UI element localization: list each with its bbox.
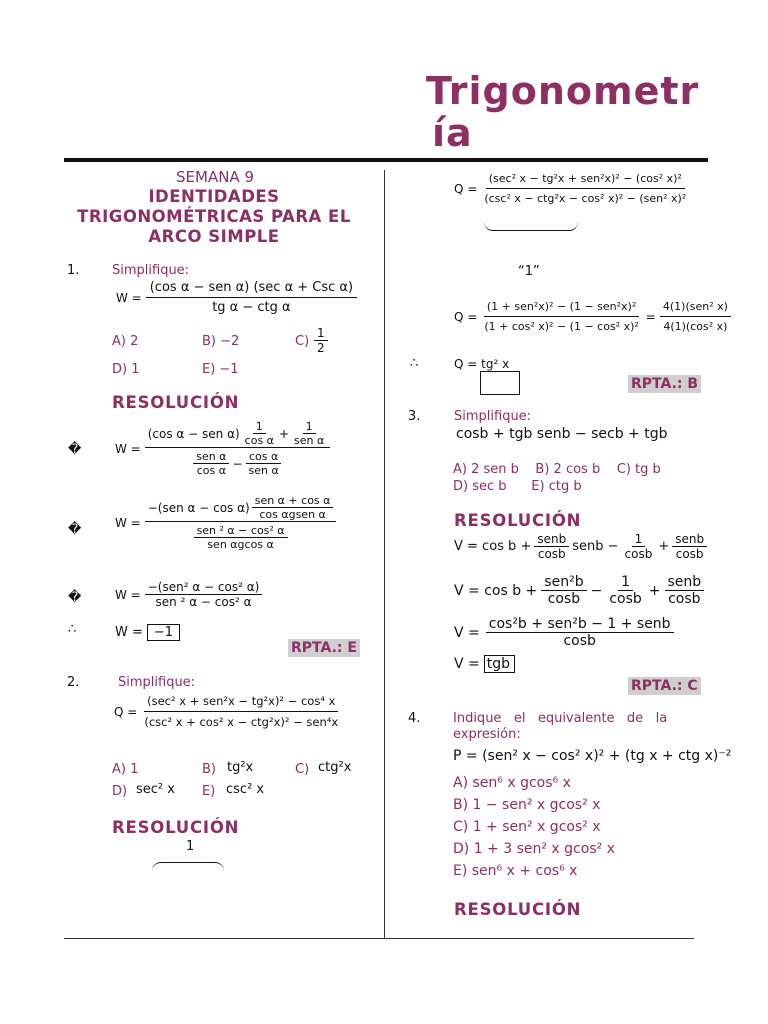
- qm-denominator: (1 + cos² x)² − (1 − cos² x)²: [484, 320, 639, 333]
- p4-option-a: A) sen⁶ x gcos⁶ x: [453, 775, 571, 791]
- p2-answer-badge: RPTA.: B: [628, 375, 701, 393]
- p3-s1-v: V = cos b +: [454, 539, 532, 554]
- p3-s1-d2: cosb: [624, 547, 653, 561]
- p1-resolucion-heading: RESOLUCIÓN: [112, 393, 240, 412]
- p1-s2-factor: −(sen α − cos α): [147, 500, 250, 515]
- p3-s2-d2: cosb: [609, 591, 642, 607]
- page-title-line-1: Trigonometr: [426, 69, 700, 113]
- p3-s2-n1: sen²b: [541, 574, 586, 591]
- heading-line-2: TRIGONOMÉTRICAS PARA EL: [77, 207, 351, 226]
- p2-numerator: (sec² x + sen²x − tg²x)² − cos⁴ x: [144, 694, 338, 712]
- p4-option-e: E) sen⁶ x + cos⁶ x: [453, 863, 578, 879]
- p3-s1-n2: 1: [632, 532, 646, 547]
- p1-s2-bd: sen αgcos α: [207, 538, 274, 551]
- problem-2-prompt: Simplifique:: [118, 675, 196, 690]
- problem-4-number: 4.: [408, 711, 421, 726]
- p1-s1-plus: +: [278, 426, 289, 441]
- page-title-line-2: ía: [432, 111, 473, 155]
- qm-right-denominator: 4(1)(cos² x): [663, 320, 728, 333]
- p1-option-c: C): [295, 334, 310, 349]
- bullet-icon: �: [68, 442, 82, 457]
- p1-s1-f1n: 1: [253, 420, 266, 434]
- p3-s2-d1: cosb: [547, 591, 581, 607]
- p4-option-c: C) 1 + sen² x gcos² x: [453, 819, 601, 835]
- q-top-equation: [454, 172, 689, 205]
- problem-2-equation: [114, 694, 341, 729]
- p2-option-e: E): [202, 784, 216, 799]
- p3-s1-plus: +: [658, 539, 670, 554]
- p1-s1-numerator: [145, 420, 330, 448]
- p1-s1-denominator: [190, 448, 285, 477]
- p1-s1-b1n: sen α: [193, 450, 229, 464]
- problem-4-expression: P = (sen² x − cos² x)² + (tg x + ctg x)⁻²: [453, 748, 732, 764]
- p3-s3-n: cos²b + sen²b − 1 + senb: [486, 616, 674, 633]
- p1-s1-minus: −: [232, 456, 243, 471]
- p3-s1-d3: cosb: [675, 547, 704, 561]
- problem-4-prompt-line-2: expresión:: [453, 727, 521, 742]
- section-heading: [62, 187, 366, 247]
- heading-line-1: IDENTIDADES: [148, 187, 280, 206]
- p3-s3-d: cosb: [563, 633, 596, 649]
- footer-rule: [64, 938, 694, 939]
- p1-s2-denominator: [191, 522, 291, 551]
- p1-s1-fraction: [145, 420, 330, 477]
- problem-3-expression: cosb + tgb senb − secb + tgb: [456, 426, 668, 442]
- p2-option-d: D): [112, 784, 128, 799]
- problem-3-number: 3.: [408, 409, 421, 424]
- p1-s1-factor: (cos α − sen α): [147, 426, 240, 441]
- p3-s2-plus: +: [648, 582, 661, 599]
- p2-option-c-value: ctg²x: [318, 760, 352, 775]
- p3-s1-d1: cosb: [537, 547, 566, 561]
- bullet-icon: �: [68, 522, 82, 537]
- p1-s2-n: sen α + cos α: [252, 494, 334, 508]
- p3-s1-mid: senb −: [572, 539, 619, 554]
- p3-options-row-2: D) sec b E) ctg b: [453, 479, 582, 494]
- problem-2-number: 2.: [67, 675, 80, 690]
- p1-s1-f2d: sen α: [294, 434, 325, 447]
- p2-resolucion-heading: RESOLUCIÓN: [112, 818, 240, 837]
- p1-final-w: W =: [115, 625, 143, 640]
- p1-s2-numerator: [145, 494, 337, 522]
- p1-final-answer: −1: [147, 624, 180, 641]
- p2-option-b-value: tg²x: [227, 760, 254, 775]
- qt-denominator: (csc² x − ctg²x − cos² x)² − (sen² x)²: [484, 192, 687, 205]
- p1-s3-n: −(sen² α − cos² α): [145, 580, 263, 595]
- p2-option-e-value: csc² x: [226, 782, 265, 797]
- problem-1-prompt: Simplifique:: [112, 263, 190, 278]
- p1-c-den: 2: [317, 341, 325, 355]
- p3-answer-badge: RPTA.: C: [628, 677, 701, 695]
- p1-w-label: W =: [116, 290, 142, 305]
- qm-numerator: (1 + sen²x)² − (1 − sen²x)²: [484, 300, 639, 317]
- p1-option-e: E) −1: [202, 362, 239, 377]
- p3-s2-n3: senb: [665, 574, 705, 591]
- qm-right-numerator: 4(1)(sen² x): [660, 300, 731, 317]
- p3-s1-n3: senb: [672, 532, 707, 547]
- p3-final-answer: tgb: [484, 655, 515, 673]
- therefore-icon: ∴: [68, 622, 77, 637]
- p1-option-a: A) 2: [112, 334, 139, 349]
- p1-s2-fraction: [145, 494, 337, 551]
- p3-s2-minus: −: [590, 582, 603, 599]
- q-mid-equation: [454, 300, 731, 333]
- p1-s2-w: W =: [115, 515, 141, 530]
- bullet-icon: �: [68, 590, 82, 605]
- p3-step-4: [454, 655, 515, 673]
- p2-option-d-value: sec² x: [136, 782, 175, 797]
- p2-option-a: A) 1: [112, 762, 139, 777]
- brace-icon: [484, 222, 578, 231]
- p3-step-3: [454, 616, 674, 649]
- week-label: SEMANA 9: [176, 168, 254, 186]
- problem-1-number: 1.: [67, 263, 80, 278]
- p1-denominator: tg α − ctg α: [212, 300, 291, 315]
- p1-numerator: (cos α − sen α) (sec α + Csc α): [146, 280, 357, 298]
- p3-step-1: [454, 532, 707, 561]
- qt-numerator: (sec² x − tg²x + sen²x)² − (cos² x)²: [486, 172, 685, 189]
- qt-brace-label: “1”: [518, 264, 540, 279]
- p1-step-2: [115, 494, 336, 551]
- p1-answer-badge: RPTA.: E: [288, 639, 360, 657]
- header-rule: [64, 158, 708, 162]
- p4-option-b: B) 1 − sen² x gcos² x: [453, 797, 601, 813]
- p3-step-2: [454, 574, 704, 607]
- p2-brace-label: 1: [186, 839, 195, 854]
- p2-denominator: (csc² x + cos² x − ctg²x)² − sen⁴x: [144, 715, 339, 729]
- q-final: Q = tg² x: [454, 357, 510, 371]
- p4-option-d: D) 1 + 3 sen² x gcos² x: [453, 841, 615, 857]
- problem-4-prompt: Indique el equivalente de la: [453, 711, 668, 726]
- p2-option-c: C): [295, 762, 310, 777]
- p4-resolucion-heading: RESOLUCIÓN: [454, 900, 582, 919]
- p3-s1-n1: senb: [534, 532, 569, 547]
- brace-icon: [152, 862, 224, 871]
- qm-q-label: Q =: [454, 309, 478, 324]
- p1-final: [115, 624, 180, 641]
- p3-s4-v: V =: [454, 656, 480, 672]
- p1-s2-bn: sen ² α − cos² α: [194, 524, 288, 538]
- problem-1-equation: [116, 280, 357, 315]
- p3-s2-n2: 1: [618, 574, 633, 591]
- column-divider: [384, 170, 385, 938]
- p1-s1-b2n: cos α: [246, 450, 281, 464]
- p2-q-label: Q =: [114, 704, 138, 719]
- p1-option-b: B) −2: [202, 334, 240, 349]
- qt-q-label: Q =: [454, 181, 478, 196]
- p1-option-c-fraction: [314, 326, 328, 355]
- problem-3-prompt: Simplifique:: [454, 409, 532, 424]
- p3-s2-d3: cosb: [668, 591, 701, 607]
- p1-s1-f2n: 1: [303, 420, 316, 434]
- p3-options-row-1: A) 2 sen b B) 2 cos b C) tg b: [453, 462, 661, 477]
- p1-c-num: 1: [314, 326, 328, 341]
- p1-s1-f1d: cos α: [244, 434, 274, 447]
- p2-option-b: B): [202, 762, 216, 777]
- p3-resolucion-heading: RESOLUCIÓN: [454, 511, 582, 530]
- p1-s1-b1d: cos α: [196, 464, 226, 477]
- p1-step-3: [115, 580, 262, 609]
- p1-s1-w: W =: [115, 441, 141, 456]
- heading-line-3: ARCO SIMPLE: [148, 227, 280, 246]
- p1-fraction: [146, 280, 357, 315]
- p3-s3-v: V =: [454, 624, 480, 641]
- p3-s2-v: V = cos b +: [454, 582, 538, 599]
- p1-s1-b2d: sen α: [248, 464, 279, 477]
- p1-step-1: [115, 420, 330, 477]
- therefore-icon: ∴: [410, 356, 419, 371]
- qm-equals: =: [645, 309, 656, 324]
- p1-s3-d: sen ² α − cos² α: [155, 595, 252, 609]
- p1-s2-d: cos αgsen α: [259, 508, 326, 521]
- p1-option-d: D) 1: [112, 362, 140, 377]
- p1-s3-w: W =: [115, 587, 141, 602]
- answer-box: [480, 371, 520, 395]
